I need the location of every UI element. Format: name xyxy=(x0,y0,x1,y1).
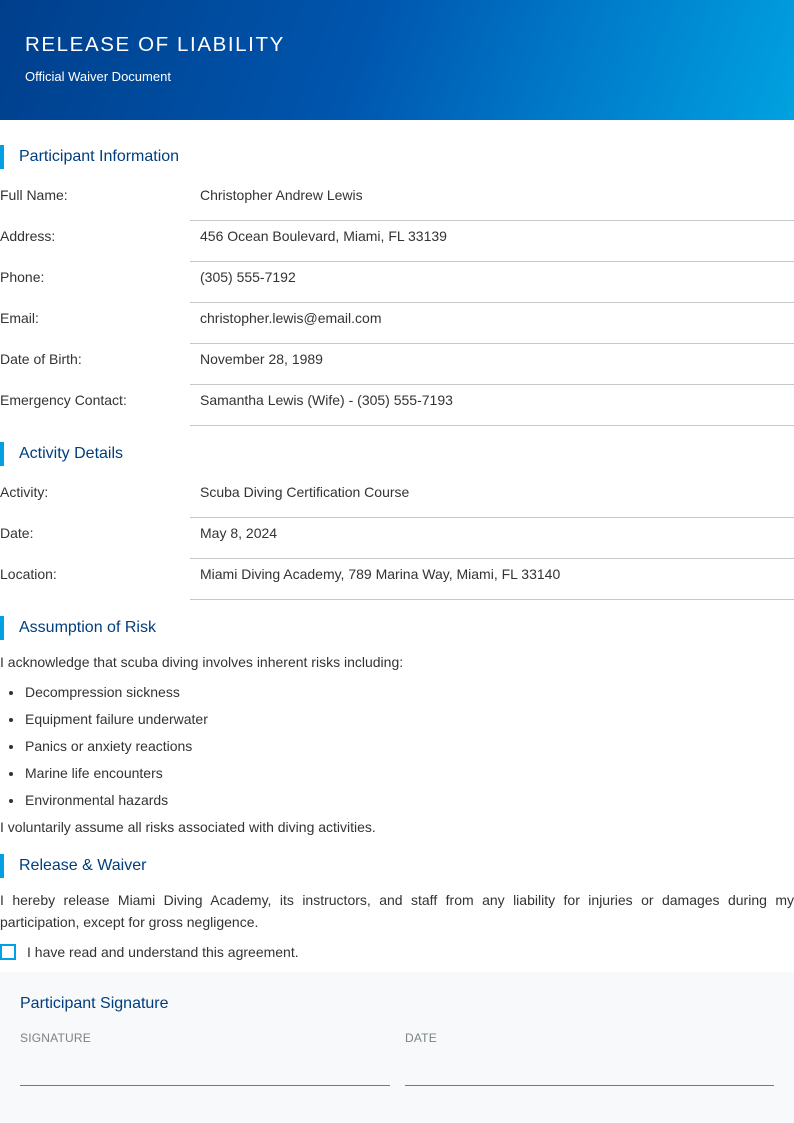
risk-section xyxy=(0,616,794,838)
field-row-activity xyxy=(0,477,794,518)
signature-date-label: DATE xyxy=(405,1031,437,1045)
signature-panel-title: Participant Signature xyxy=(20,995,169,1012)
field-row-full-name xyxy=(0,180,794,221)
signature-date-field[interactable] xyxy=(405,1031,774,1086)
signature-label: SIGNATURE xyxy=(20,1031,91,1045)
agreement-checkbox-row[interactable] xyxy=(0,942,794,962)
signature-panel xyxy=(0,972,794,1123)
emergency-contact-value: Samantha Lewis (Wife) - (305) 555-7193 xyxy=(190,385,794,426)
field-label: Phone: xyxy=(0,269,45,285)
field-row-date xyxy=(0,518,794,559)
phone-value: (305) 555-7192 xyxy=(190,262,794,303)
risk-closing: I voluntarily assume all risks associated with diving activities. xyxy=(0,819,376,835)
full-name-value: Christopher Andrew Lewis xyxy=(190,180,794,221)
field-label: Email: xyxy=(0,310,39,326)
participant-section xyxy=(0,145,794,426)
document-title: RELEASE OF LIABILITY xyxy=(25,33,285,56)
risk-item: Decompression sickness xyxy=(0,681,794,708)
agreement-checkbox-label[interactable]: I have read and understand this agreement. xyxy=(27,944,299,960)
risk-item: Equipment failure underwater xyxy=(0,708,794,735)
signature-date-line[interactable] xyxy=(405,1085,774,1086)
signature-line[interactable] xyxy=(20,1085,390,1086)
release-text: I hereby release Miami Diving Academy, its instructors, and staff from any liability for injuries or damages during my participation, except for gross negligence. xyxy=(0,892,794,930)
field-label: Location: xyxy=(0,566,57,582)
field-label: Address: xyxy=(0,228,56,244)
risk-item: Environmental hazards xyxy=(0,789,794,816)
field-label: Emergency Contact: xyxy=(0,392,127,408)
participant-section-title: Participant Information xyxy=(0,145,794,169)
field-row-phone xyxy=(0,262,794,303)
risk-item: Panics or anxiety reactions xyxy=(0,735,794,762)
email-value: christopher.lewis@email.com xyxy=(190,303,794,344)
location-value: Miami Diving Academy, 789 Marina Way, Miami, FL 33140 xyxy=(190,559,794,600)
document-header xyxy=(0,0,794,120)
field-label: Activity: xyxy=(0,484,49,500)
risk-section-title: Assumption of Risk xyxy=(0,616,794,640)
date-of-birth-value: November 28, 1989 xyxy=(190,344,794,385)
signature-field[interactable] xyxy=(20,1031,390,1086)
risk-list xyxy=(0,681,794,816)
activity-section xyxy=(0,442,794,600)
activity-section-title: Activity Details xyxy=(0,442,794,466)
address-value: 456 Ocean Boulevard, Miami, FL 33139 xyxy=(190,221,794,262)
field-label: Date: xyxy=(0,525,34,541)
field-row-address xyxy=(0,221,794,262)
release-section-title: Release & Waiver xyxy=(0,854,794,878)
field-label: Date of Birth: xyxy=(0,351,82,367)
risk-intro: I acknowledge that scuba diving involves inherent risks including: xyxy=(0,654,404,670)
field-row-location xyxy=(0,559,794,600)
field-row-emergency-contact xyxy=(0,385,794,426)
activity-value: Scuba Diving Certification Course xyxy=(190,477,794,518)
field-row-email xyxy=(0,303,794,344)
agreement-checkbox[interactable] xyxy=(0,944,16,960)
field-label: Full Name: xyxy=(0,187,68,203)
activity-date-value: May 8, 2024 xyxy=(190,518,794,559)
release-section xyxy=(0,854,794,962)
risk-item: Marine life encounters xyxy=(0,762,794,789)
document-subtitle: Official Waiver Document xyxy=(25,69,171,84)
field-row-date-of-birth xyxy=(0,344,794,385)
